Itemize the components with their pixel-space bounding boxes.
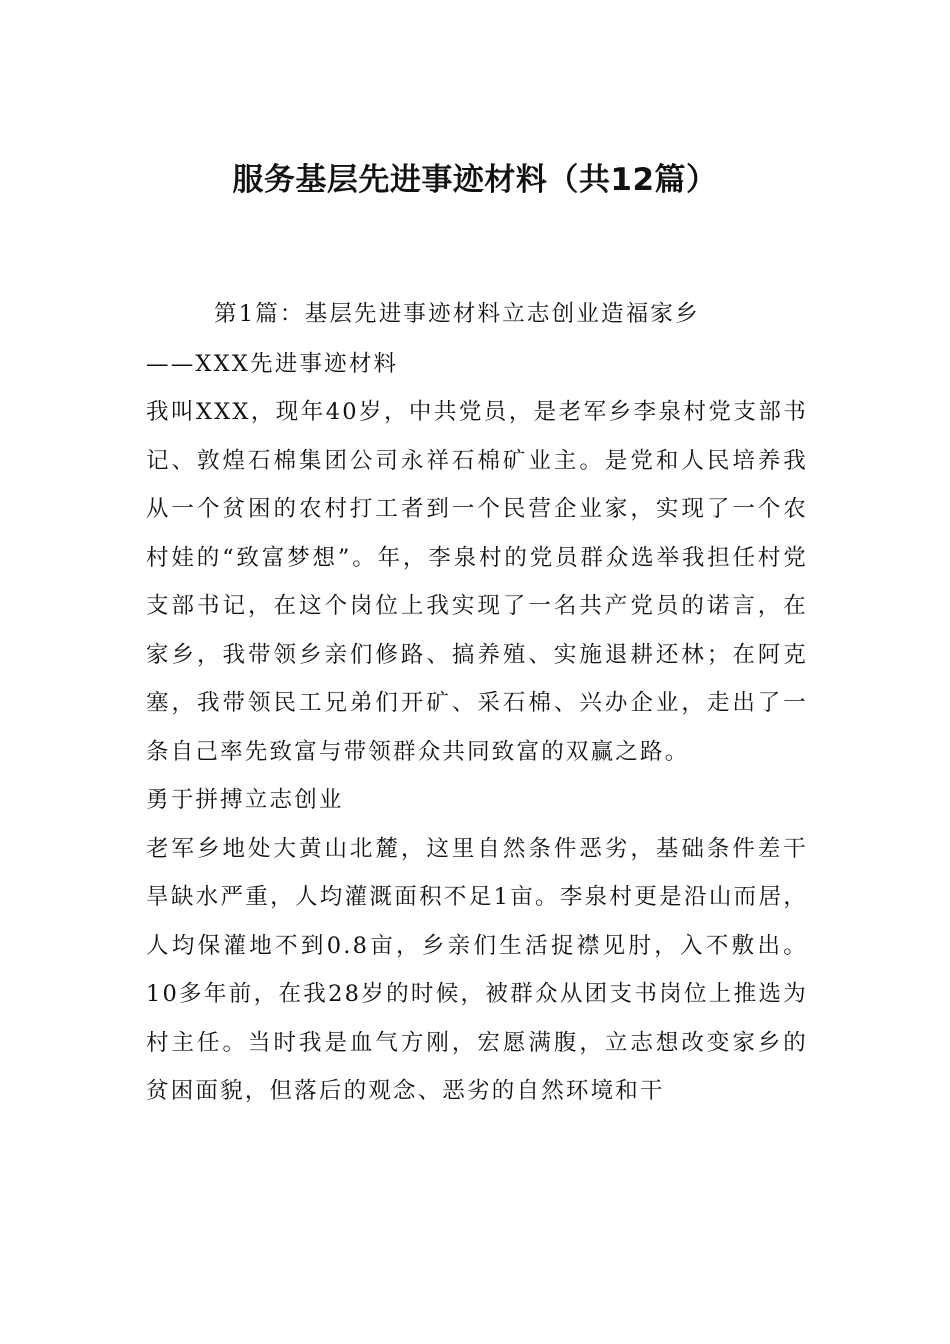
body-paragraph: 老军乡地处大黄山北麓，这里自然条件恶劣，基础条件差干旱缺水严重，人均灌溉面积不足1亩。李泉村更是沿山而居，人均保灌地不到0.8亩，乡亲们生活捉襟见肘，入不敷出。10多年前，在我28岁的时候，被群众从团支书岗位上推选为村主任。当时我是血气方刚，宏愿满腹，立志想改变家乡的贫困面貌，但落后的观念、恶劣的自然环境和干 <box>146 835 808 1104</box>
document-body <box>146 290 808 1116</box>
chapter-heading: 第1篇：基层先进事迹材料立志创业造福家乡 <box>214 301 700 327</box>
document-title: 服务基层先进事迹材料（共12篇） <box>232 162 718 198</box>
body-paragraph: 我叫XXX，现年40岁，中共党员，是老军乡李泉村党支部书记、敦煌石棉集团公司永祥石棉矿业主。是党和人民培养我从一个贫困的农村打工者到一个民营企业家，实现了一个农村娃的“致富梦想”。年，李泉村的党员群众选举我担任村党支部书记，在这个岗位上我实现了一名共产党员的诺言，在家乡，我带领乡亲们修路、搞养殖、实施退耕还林；在阿克塞，我带领民工兄弟们开矿、采石棉、兴办企业，走出了一条自己率先致富与带领群众共同致富的双赢之路。 <box>146 399 808 765</box>
section-heading: 勇于拼搏立志创业 <box>146 787 344 813</box>
byline: ——XXX先进事迹材料 <box>146 350 399 377</box>
